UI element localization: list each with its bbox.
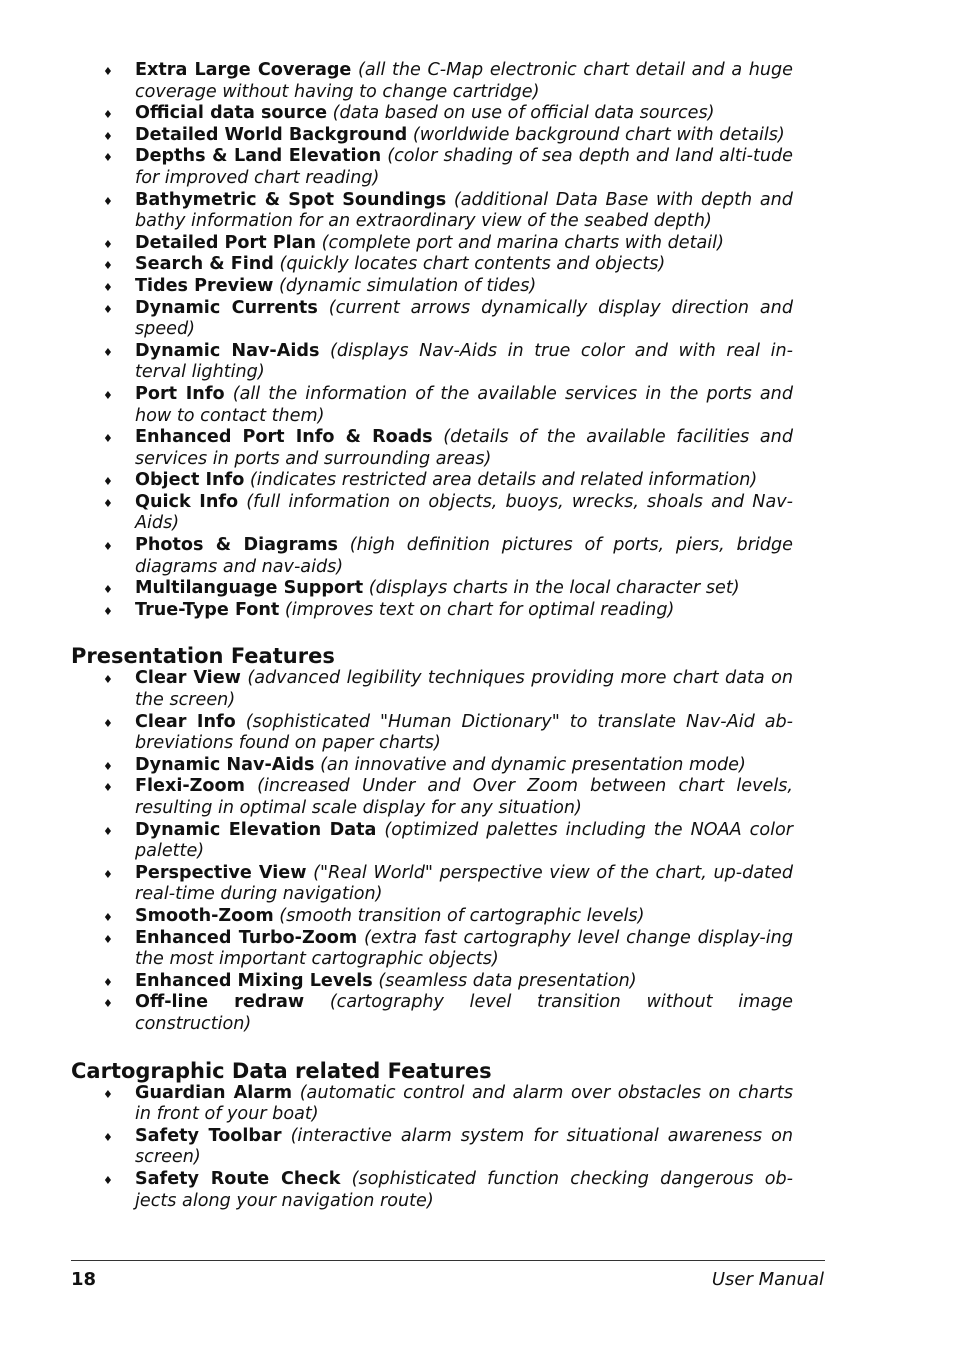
feature-term: Quick Info (135, 491, 239, 512)
feature-description: (worldwide background chart with details) (412, 124, 785, 145)
feature-term: Object Info (135, 470, 245, 491)
bullet-icon: ♦ (103, 716, 113, 730)
feature-description: ("Real World" perspective view of the chart, up-dated real-time during navigation) (135, 862, 793, 905)
bullet-icon: ♦ (103, 824, 113, 838)
presentation-features-heading: Presentation Features (71, 644, 335, 669)
bullet-icon: ♦ (103, 1087, 113, 1101)
footer-divider (71, 1260, 825, 1261)
feature-item (71, 1169, 793, 1212)
bullet-icon: ♦ (103, 432, 113, 446)
bullet-icon: ♦ (103, 151, 113, 165)
presentation-feature-list (71, 668, 793, 1035)
feature-item (71, 600, 793, 622)
feature-item (71, 276, 793, 298)
feature-item (71, 1083, 793, 1126)
feature-description: (all the C-Map electronic chart detail and a huge coverage without having to change cartridge) (135, 60, 794, 102)
feature-description: (additional Data Base with depth and bathy information for an extraordinary view of the seabed depth) (135, 189, 793, 232)
feature-description: (details of the available facilities and services in ports and surrounding areas) (135, 427, 793, 469)
bullet-icon: ♦ (103, 259, 113, 273)
bullet-icon: ♦ (103, 129, 113, 143)
feature-item (71, 863, 793, 906)
feature-item (71, 820, 793, 863)
bullet-icon: ♦ (103, 194, 113, 208)
feature-term: Enhanced Mixing Levels (135, 970, 373, 991)
feature-term: Detailed Port Plan (135, 232, 317, 253)
feature-term: Depths & Land Elevation (135, 146, 382, 167)
feature-item (71, 103, 793, 125)
feature-description: (cartography level transition without image construction) (135, 992, 793, 1034)
feature-item (71, 906, 793, 928)
feature-term: Perspective View (135, 862, 307, 883)
feature-description: (extra fast cartography level change display-ing the most important cartographic objects) (135, 927, 793, 970)
bullet-icon: ♦ (103, 583, 113, 597)
feature-item (71, 190, 793, 233)
bullet-icon: ♦ (103, 388, 113, 402)
feature-item (71, 298, 793, 341)
feature-item (71, 578, 793, 600)
feature-description: (dynamic simulation of tides) (278, 275, 537, 296)
feature-term: Smooth-Zoom (135, 905, 274, 926)
footer-title: User Manual (711, 1269, 824, 1290)
feature-item (71, 776, 793, 819)
feature-description: (interactive alarm system for situational awareness on screen) (135, 1125, 793, 1168)
feature-term: Safety Route Check (135, 1168, 341, 1189)
feature-description: (optimized palettes including the NOAA color palette) (135, 819, 793, 862)
feature-term: Detailed World Background (135, 124, 408, 145)
feature-description: (color shading of sea depth and land alti-tude for improved chart reading) (135, 146, 794, 188)
bullet-icon: ♦ (103, 475, 113, 489)
feature-item (71, 712, 793, 755)
bullet-icon: ♦ (103, 604, 113, 618)
feature-term: Dynamic Currents (135, 297, 318, 318)
feature-term: Official data source (135, 103, 328, 124)
feature-description: (full information on objects, buoys, wrecks, shoals and Nav-Aids) (135, 491, 793, 534)
feature-description: (quickly locates chart contents and objects) (279, 254, 666, 275)
feature-item (71, 254, 793, 276)
feature-term: Search & Find (135, 254, 274, 275)
bullet-icon: ♦ (103, 302, 113, 316)
feature-description: (complete port and marina charts with detail) (321, 232, 724, 253)
feature-term: Off-line redraw (135, 992, 305, 1013)
bullet-icon: ♦ (103, 237, 113, 251)
feature-item (71, 928, 793, 971)
feature-term: Safety Toolbar (135, 1125, 282, 1146)
feature-term: Clear Info (135, 711, 236, 732)
feature-description: (high definition pictures of ports, piers, bridge diagrams and nav-aids) (135, 535, 794, 577)
bullet-icon: ♦ (103, 867, 113, 881)
feature-item (71, 535, 793, 578)
feature-item (71, 233, 793, 255)
feature-item (71, 146, 793, 189)
bullet-icon: ♦ (103, 1173, 113, 1187)
feature-description: (displays charts in the local character set) (368, 578, 740, 599)
feature-term: Dynamic Nav-Aids (135, 754, 315, 775)
feature-item (71, 341, 793, 384)
bullet-icon: ♦ (103, 759, 113, 773)
feature-description: (displays Nav-Aids in true color and with real in-terval lighting) (135, 340, 794, 383)
feature-term: Multilanguage Support (135, 578, 364, 599)
feature-term: Enhanced Turbo-Zoom (135, 927, 358, 948)
bullet-icon: ♦ (103, 108, 113, 122)
feature-term: Port Info (135, 383, 225, 404)
feature-item (71, 992, 793, 1035)
feature-description: (increased Under and Over Zoom between chart levels, resulting in optimal scale display for any situation) (135, 776, 794, 818)
feature-description: (an innovative and dynamic presentation mode) (320, 754, 746, 775)
bullet-icon: ♦ (103, 932, 113, 946)
feature-term: Clear View (135, 668, 241, 689)
bullet-icon: ♦ (103, 345, 113, 359)
feature-term: Dynamic Elevation Data (135, 819, 377, 840)
feature-description: (current arrows dynamically display direction and speed) (135, 297, 793, 340)
feature-item (71, 470, 793, 492)
feature-description: (sophisticated function checking dangerous ob-jects along your navigation route) (135, 1168, 794, 1211)
feature-term: Enhanced Port Info & Roads (135, 427, 433, 448)
feature-item (71, 125, 793, 147)
feature-term: Bathymetric & Spot Soundings (135, 189, 447, 210)
bullet-icon: ♦ (103, 280, 113, 294)
feature-item (71, 60, 793, 103)
feature-term: Photos & Diagrams (135, 535, 338, 556)
feature-description: (automatic control and alarm over obstacles on charts in front of your boat) (135, 1082, 793, 1125)
intro-feature-list (71, 60, 793, 621)
feature-item (71, 492, 793, 535)
feature-term: Guardian Alarm (135, 1082, 293, 1103)
bullet-icon: ♦ (103, 673, 113, 687)
feature-item (71, 1126, 793, 1169)
feature-description: (indicates restricted area details and related information) (249, 470, 758, 491)
feature-item (71, 427, 793, 470)
bullet-icon: ♦ (103, 910, 113, 924)
feature-description: (all the information of the available services in the ports and how to contact them) (135, 383, 793, 426)
feature-description: (smooth transition of cartographic levels) (279, 905, 645, 926)
feature-description: (advanced legibility techniques providing more chart data on the screen) (135, 668, 794, 711)
bullet-icon: ♦ (103, 781, 113, 795)
bullet-icon: ♦ (103, 1130, 113, 1144)
feature-term: Dynamic Nav-Aids (135, 340, 320, 361)
feature-term: Flexi-Zoom (135, 776, 245, 797)
bullet-icon: ♦ (103, 496, 113, 510)
feature-term: True-Type Font (135, 599, 280, 620)
feature-item (71, 668, 793, 711)
feature-description: (data based on use of official data sources) (332, 103, 715, 124)
feature-item (71, 384, 793, 427)
feature-description: (sophisticated "Human Dictionary" to translate Nav-Aid ab-breviations found on paper charts) (135, 711, 793, 754)
feature-description: (improves text on chart for optimal reading) (284, 599, 675, 620)
bullet-icon: ♦ (103, 540, 113, 554)
feature-description: (seamless data presentation) (378, 970, 637, 991)
bullet-icon: ♦ (103, 975, 113, 989)
feature-item (71, 971, 793, 993)
cartographic-feature-list (71, 1083, 793, 1213)
feature-term: Tides Preview (135, 275, 274, 296)
page-content (71, 60, 793, 1212)
bullet-icon: ♦ (103, 997, 113, 1011)
feature-item (71, 755, 793, 777)
page-number: 18 (71, 1269, 97, 1290)
feature-term: Extra Large Coverage (135, 60, 352, 80)
bullet-icon: ♦ (103, 65, 113, 78)
cartographic-features-heading: Cartographic Data related Features (71, 1058, 492, 1083)
